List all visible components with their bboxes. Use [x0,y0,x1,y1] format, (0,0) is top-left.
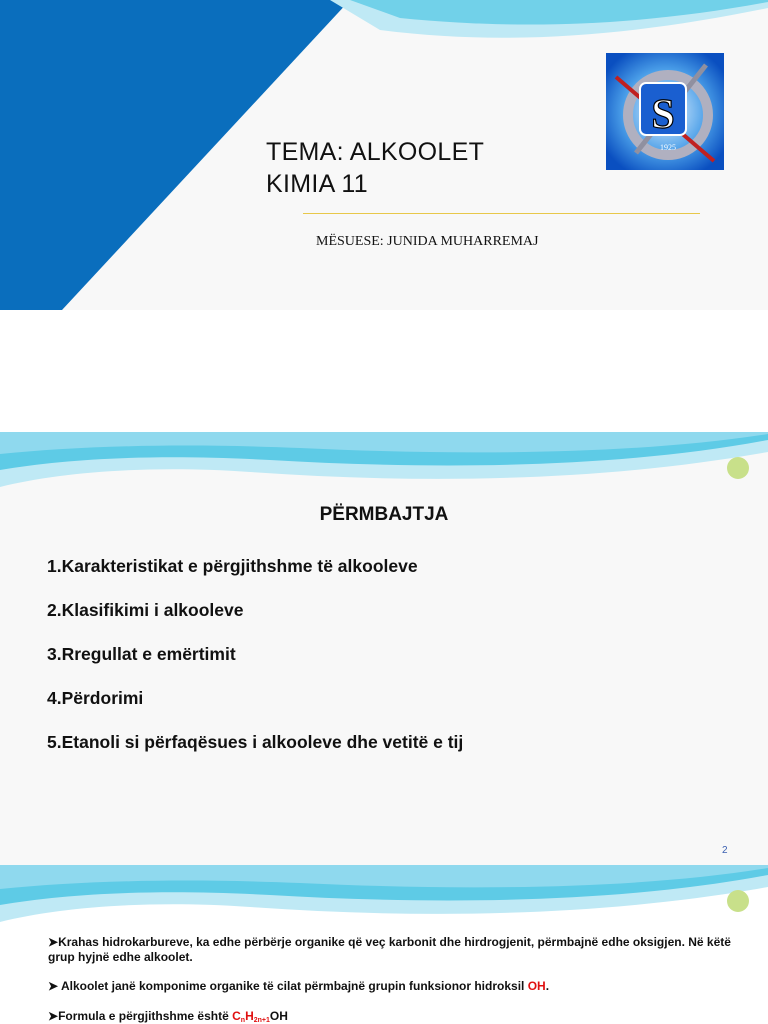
teacher-name: MËSUESE: JUNIDA MUHARREMAJ [316,234,539,249]
slide-subtitle: KIMIA 11 [266,170,368,198]
arrow-bullet-icon: ➤ [48,1009,59,1023]
logo-letter: S [651,92,675,138]
slide3-wave-header [0,865,768,935]
school-logo [606,53,724,170]
functional-group: OH [527,979,546,993]
intro-slide [0,865,768,1024]
arrow-bullet-icon: ➤ [48,979,59,993]
logo-year: 1925 [660,143,676,152]
contents-item: 4.Përdorimi [47,688,144,708]
contents-heading: PËRMBAJTJA [319,504,449,525]
green-circle-decoration [725,456,751,482]
contents-slide [0,432,768,865]
bullet-paragraph: ➤Formula e përgjithshme është $C_nH_{2n+1}OH$ [48,1009,288,1024]
green-circle-decoration [725,889,751,915]
arrow-bullet-icon: ➤ [48,935,59,949]
contents-item: 1.Karakteristikat e përgjithshme të alkooleve [47,556,418,576]
slide2-wave-header [0,432,768,502]
title-slide [0,0,768,310]
title-divider [303,213,700,214]
contents-item: 3.Rregullat e emërtimit [47,644,236,664]
contents-item: 5.Etanoli si përfaqësues i alkooleve dhe vetitë e tij [47,732,464,752]
general-formula: $C_nH_{2n+1}$ [232,1009,270,1024]
contents-item: 2.Klasifikimi i alkooleve [47,600,244,620]
bullet-paragraph: ➤Krahas hidrokarbureve, ka edhe përbërje organike që veç karbonit dhe hirdrogjenit, përmbajnë edhe oksigjen. Në këtë grup hyjnë edhe alkoolet. [48,935,731,964]
page-number: 2 [722,845,728,856]
bullet-paragraph: ➤ Alkoolet janë komponime organike të cilat përmbajnë grupin funksionor hidroksil OH. [48,979,550,993]
slide-title: TEMA: ALKOOLET [266,138,485,166]
slide-gap [0,310,768,432]
